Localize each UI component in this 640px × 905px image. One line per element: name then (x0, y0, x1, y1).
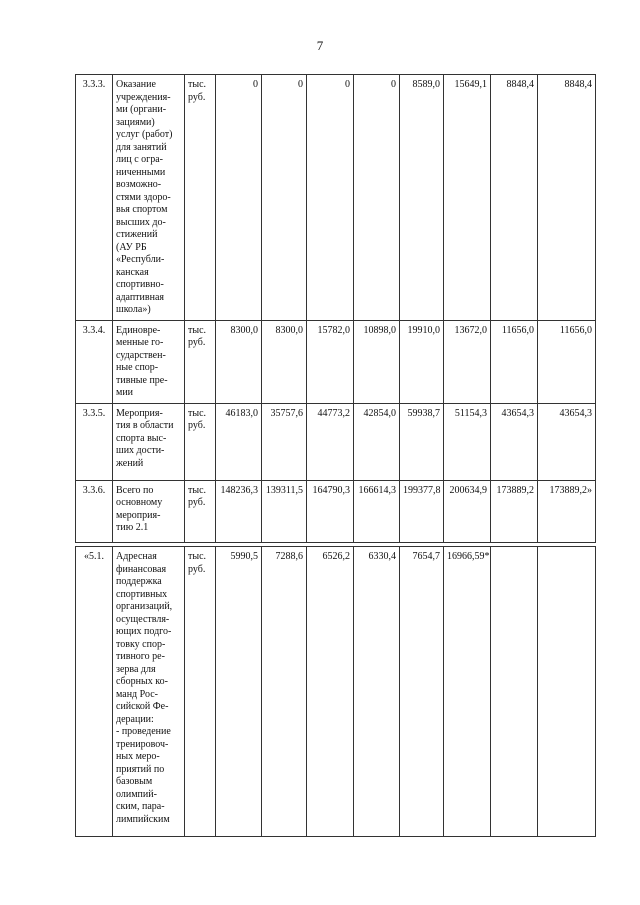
row-number: 3.3.3. (76, 75, 113, 321)
value-cell: 0 (262, 75, 307, 321)
unit-line: тыс. (188, 324, 207, 336)
value-cell: 0 (307, 75, 354, 321)
unit-line: тыс. (188, 484, 207, 496)
value-cell: 13672,0 (444, 320, 491, 403)
budget-table-bottom (75, 546, 596, 837)
value-cell: 46183,0 (216, 403, 262, 480)
description-line: учреждения- (116, 91, 171, 103)
value-cell: 42854,0 (354, 403, 400, 480)
page-number: 7 (316, 38, 324, 53)
unit-line: тыс. (188, 407, 207, 419)
description-line: сударствен- (116, 349, 166, 361)
value-cell: 0 (354, 75, 400, 321)
description-line: осуществля- (116, 613, 170, 625)
description-line: спортивных (116, 588, 168, 600)
description-line: канская (116, 266, 149, 278)
unit-line: руб. (188, 497, 206, 508)
value-cell: 8300,0 (262, 320, 307, 403)
row-number: «5.1. (76, 547, 113, 837)
description-line: поддержка (116, 576, 162, 587)
value-cell: 10898,0 (354, 320, 400, 403)
table-row (76, 547, 596, 837)
value-cell: 11656,0 (491, 320, 538, 403)
description-line: высших до- (116, 216, 166, 228)
description-line: мероприя- (116, 509, 161, 521)
value-cell: 166614,3 (354, 480, 400, 542)
description-line: менные го- (116, 337, 164, 348)
unit-line: руб. (188, 563, 206, 575)
description-line: тивного ре- (116, 651, 165, 662)
value-cell: 43654,3 (491, 403, 538, 480)
description-line: спортивно- (116, 279, 164, 290)
description-line: сийской Фе- (116, 701, 169, 712)
description-line: стями здоро- (116, 191, 171, 203)
unit-line: тыс. (188, 551, 207, 562)
unit-line: руб. (188, 337, 206, 348)
value-cell: 7288,6 (262, 547, 307, 837)
description-line: вья спортом (116, 204, 168, 215)
description-line: тренировоч- (116, 738, 169, 750)
description-line: организаций, (116, 601, 173, 612)
description-line: тивные пре- (116, 374, 168, 386)
value-cell (538, 547, 596, 837)
description-line: «Республи- (116, 254, 165, 265)
row-unit (185, 320, 216, 403)
description-line: товку спор- (116, 638, 166, 650)
value-cell: 139311,5 (262, 480, 307, 542)
value-cell: 7654,7 (400, 547, 444, 837)
row-description (113, 403, 185, 480)
value-cell: 15649,1 (444, 75, 491, 321)
table-row (76, 403, 596, 480)
description-line: школа») (116, 304, 151, 315)
value-cell: 19910,0 (400, 320, 444, 403)
description-line: зациями) (116, 116, 155, 128)
value-cell: 15782,0 (307, 320, 354, 403)
value-cell: 44773,2 (307, 403, 354, 480)
description-line: базовым (116, 776, 153, 787)
value-cell: 8589,0 (400, 75, 444, 321)
row-description (113, 320, 185, 403)
value-cell: 59938,7 (400, 403, 444, 480)
value-cell: 6526,2 (307, 547, 354, 837)
description-line: спорта выс- (116, 432, 167, 444)
description-line: ниченными (116, 166, 166, 178)
value-cell: 43654,3 (538, 403, 596, 480)
row-description (113, 75, 185, 321)
description-line: ющих подго- (116, 626, 172, 637)
description-line: лимпийским (116, 813, 170, 825)
value-cell: 199377,8 (400, 480, 444, 542)
value-cell: 164790,3 (307, 480, 354, 542)
unit-line: руб. (188, 420, 206, 431)
value-cell: 5990,5 (216, 547, 262, 837)
description-line: (АУ РБ (116, 241, 147, 253)
value-cell: 8300,0 (216, 320, 262, 403)
description-line: основному (116, 497, 163, 508)
value-cell: 11656,0 (538, 320, 596, 403)
description-line: Адресная (116, 551, 157, 562)
description-line: сборных ко- (116, 676, 168, 687)
row-unit (185, 480, 216, 542)
value-cell: 16966,59* (444, 547, 491, 837)
value-cell: 200634,9 (444, 480, 491, 542)
description-line: для занятий (116, 141, 167, 153)
description-line: Оказание (116, 79, 156, 90)
description-line: олимпий- (116, 788, 157, 800)
budget-table-top (75, 74, 596, 543)
row-unit (185, 547, 216, 837)
description-line: возможно- (116, 179, 162, 190)
unit-line: руб. (188, 91, 206, 103)
row-number: 3.3.4. (76, 320, 113, 403)
description-line: стижений (116, 229, 158, 240)
description-line: Мероприя- (116, 407, 163, 419)
row-unit (185, 403, 216, 480)
table-row (76, 75, 596, 321)
description-line: адаптивная (116, 291, 165, 303)
row-description (113, 547, 185, 837)
description-line: жений (116, 457, 144, 469)
description-line: ших дости- (116, 445, 165, 456)
description-line: ные спор- (116, 362, 159, 373)
value-cell: 173889,2 (491, 480, 538, 542)
table-row (76, 480, 596, 542)
table-row (76, 320, 596, 403)
description-line: - проведение (116, 726, 171, 737)
description-line: манд Рос- (116, 688, 158, 700)
description-line: лиц с огра- (116, 154, 164, 165)
description-line: мии (116, 387, 134, 398)
description-line: тию 2.1 (116, 522, 149, 533)
row-number: 3.3.5. (76, 403, 113, 480)
description-line: ми (органи- (116, 104, 167, 115)
row-description (113, 480, 185, 542)
value-cell: 8848,4 (491, 75, 538, 321)
value-cell: 0 (216, 75, 262, 321)
description-line: Единовре- (116, 324, 161, 336)
description-line: ных меро- (116, 751, 160, 762)
value-cell: 148236,3 (216, 480, 262, 542)
description-line: приятий по (116, 763, 165, 775)
value-cell: 173889,2» (538, 480, 596, 542)
description-line: ским, пара- (116, 801, 165, 812)
value-cell: 6330,4 (354, 547, 400, 837)
description-line: услуг (работ) (116, 129, 173, 140)
description-line: Всего по (116, 484, 154, 496)
value-cell: 8848,4 (538, 75, 596, 321)
unit-line: тыс. (188, 79, 207, 90)
value-cell: 35757,6 (262, 403, 307, 480)
description-line: финансовая (116, 563, 167, 575)
description-line: зерва для (116, 663, 156, 675)
value-cell (491, 547, 538, 837)
description-line: дерации: (116, 713, 154, 725)
row-number: 3.3.6. (76, 480, 113, 542)
value-cell: 51154,3 (444, 403, 491, 480)
row-unit (185, 75, 216, 321)
description-line: тия в области (116, 420, 174, 431)
